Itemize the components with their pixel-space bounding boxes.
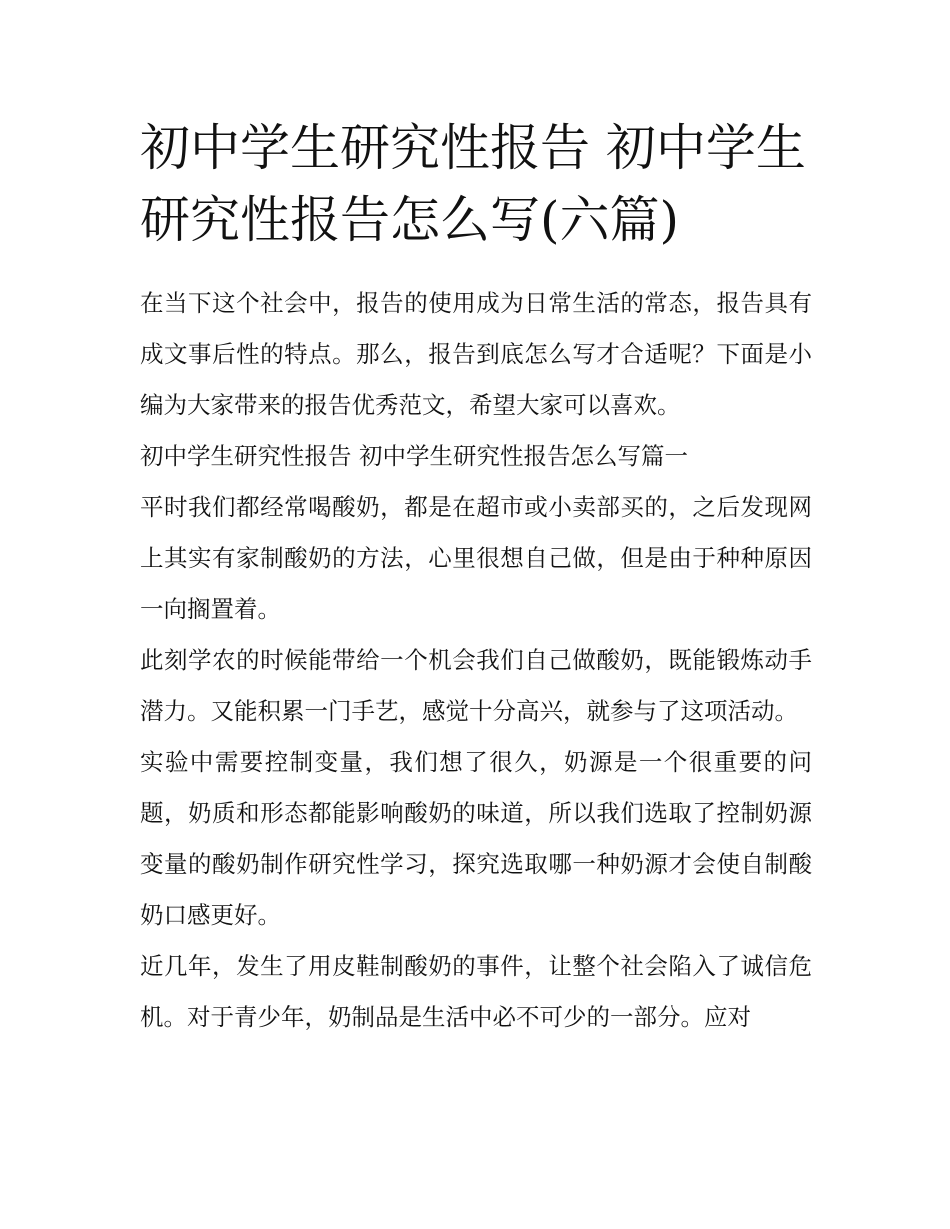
paragraph: 平时我们都经常喝酸奶，都是在超市或小卖部买的，之后发现网上其实有家制酸奶的方法，心里很想自己做，但是由于种种原因一向搁置着。 bbox=[140, 493, 812, 623]
paragraph: 近几年，发生了用皮鞋制酸奶的事件，让整个社会陷入了诚信危机。对于青少年，奶制品是生活中必不可少的一部分。应对 bbox=[140, 952, 812, 1031]
paragraph: 实验中需要控制变量，我们想了很久，奶源是一个很重要的问题，奶质和形态都能影响酸奶的味道，所以我们选取了控制奶源变量的酸奶制作研究性学习，探究选取哪一种奶源才会使自制酸奶口感更好。 bbox=[140, 748, 812, 929]
document-body bbox=[140, 112, 812, 1043]
paragraph: 此刻学农的时候能带给一个机会我们自己做酸奶，既能锻炼动手潜力。又能积累一门手艺，感觉十分高兴，就参与了这项活动。 bbox=[140, 646, 812, 725]
section-heading: 初中学生研究性报告 初中学生研究性报告怎么写篇一 bbox=[140, 442, 688, 470]
paragraph-intro: 在当下这个社会中，报告的使用成为日常生活的常态，报告具有成文事后性的特点。那么，报告到底怎么写才合适呢？下面是小编为大家带来的报告优秀范文，希望大家可以喜欢。 bbox=[140, 289, 812, 419]
document-title: 初中学生研究性报告 初中学生研究性报告怎么写(六篇) bbox=[140, 119, 806, 249]
